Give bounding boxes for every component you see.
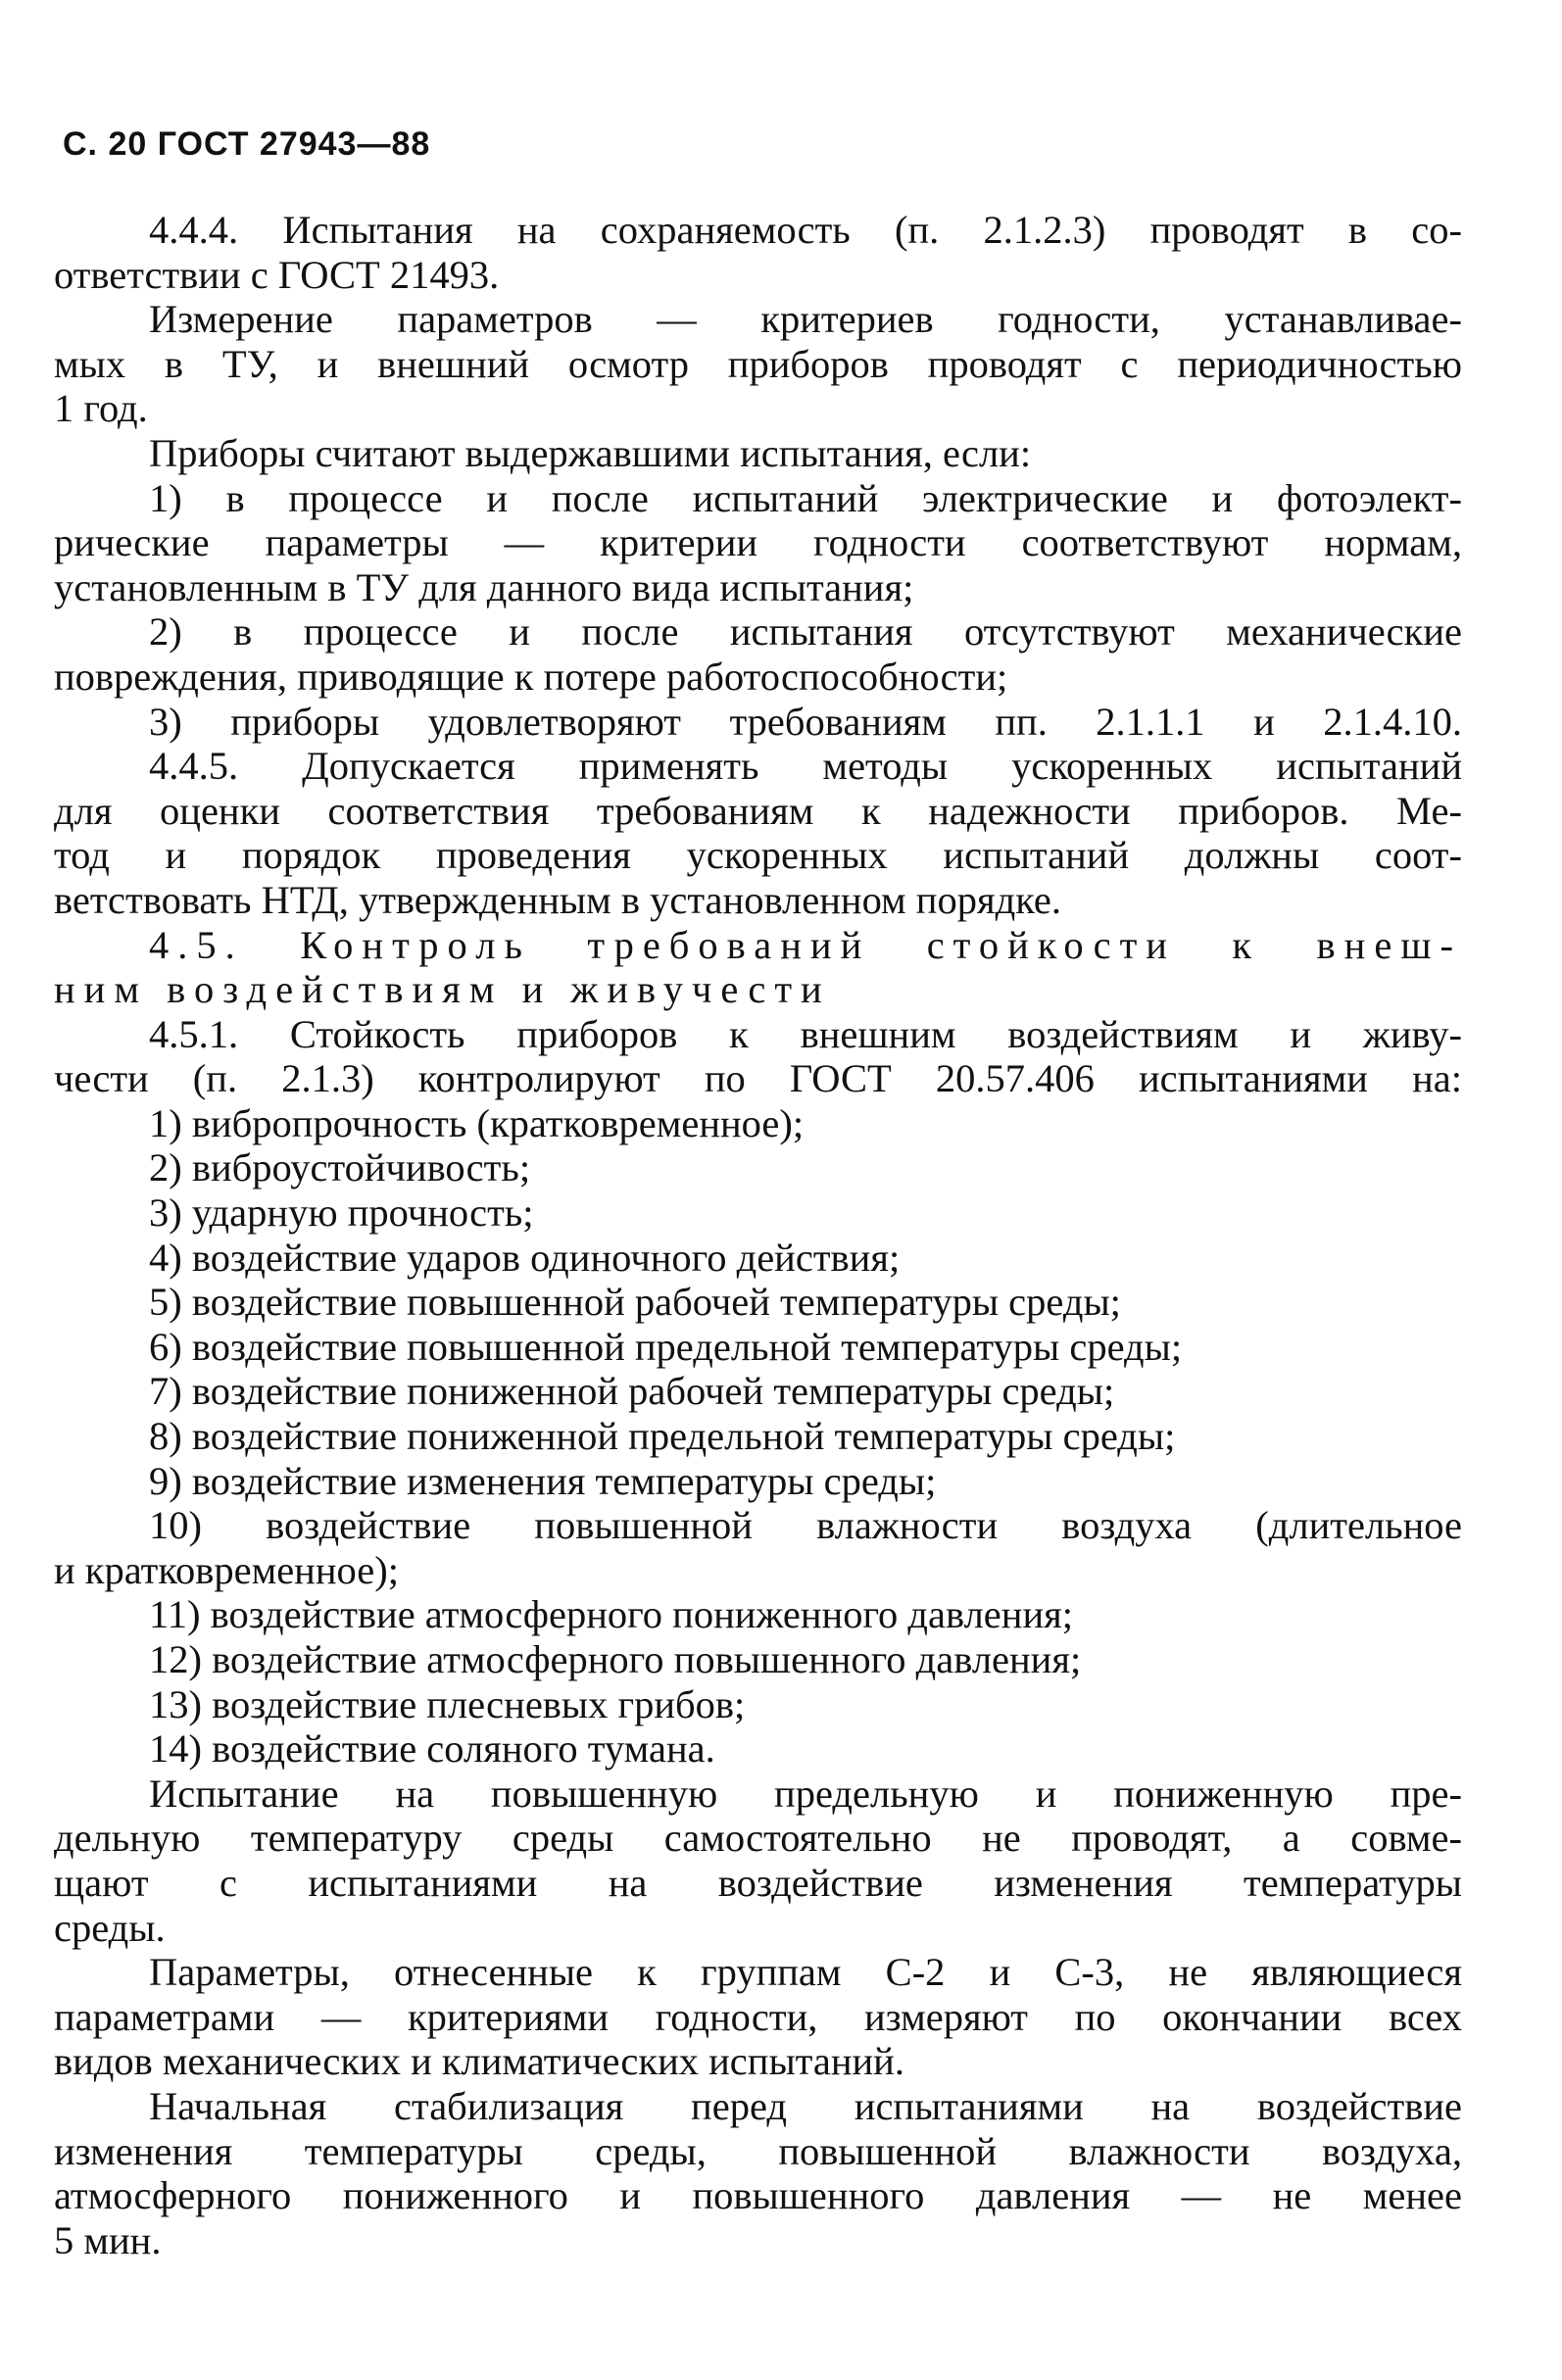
text-line: 4) воздействие ударов одиночного действия; — [149, 1235, 901, 1280]
text-line: 14) воздействие соляного тумана. — [149, 1726, 715, 1772]
text-line: 6) воздействие повышенной предельной температуры среды; — [149, 1324, 1183, 1369]
text-line: ним воздействиям и живучести — [54, 967, 831, 1012]
text-line: рические параметры — критерии годности соответствуют нормам, — [54, 520, 1462, 565]
text-line: параметрами — критериями годности, измеряют по окончании всех — [54, 1994, 1462, 2039]
text-line: среды. — [54, 1905, 166, 1950]
text-line: щают с испытаниями на воздействие изменения температуры — [54, 1860, 1462, 1905]
text-line: 9) воздействие изменения температуры среды; — [149, 1458, 937, 1503]
text-line: 2) виброустойчивость; — [149, 1145, 531, 1190]
text-line: чести (п. 2.1.3) контролируют по ГОСТ 20.57.406 испытаниями на: — [54, 1056, 1462, 1101]
text-line: 11) воздействие атмосферного пониженного давления; — [149, 1592, 1074, 1637]
text-line: изменения температуры среды, повышенной влажности воздуха, — [54, 2128, 1462, 2173]
text-line: Начальная стабилизация перед испытаниями на воздействие — [149, 2083, 1462, 2128]
text-line: ответствии с ГОСТ 21493. — [54, 252, 500, 297]
text-line: 3) приборы удовлетворяют требованиям пп. 2.1.1.1 и 2.1.4.10. — [149, 699, 1462, 744]
text-line: 3) ударную прочность; — [149, 1190, 534, 1236]
text-line: Приборы считают выдержавшими испытания, если: — [149, 430, 1032, 475]
text-line: ветствовать НТД, утвержденным в установленном порядке. — [54, 877, 1061, 922]
text-line: 5 мин. — [54, 2217, 162, 2262]
text-line: Параметры, отнесенные к группам С-2 и С-3, не являющиеся — [149, 1950, 1462, 1995]
text-line: 1 год. — [54, 386, 148, 431]
text-line: 2) в процессе и после испытания отсутствуют механические — [149, 609, 1462, 655]
text-line: и кратковременное); — [54, 1547, 399, 1592]
text-line: 4.5. Контроль требований стойкости к внеш- — [149, 922, 1462, 967]
text-line: 7) воздействие пониженной рабочей температуры среды; — [149, 1369, 1115, 1414]
running-header: С. 20 ГОСТ 27943—88 — [63, 125, 431, 163]
text-line: 13) воздействие плесневых грибов; — [149, 1681, 746, 1726]
text-line: Измерение параметров — критериев годности, устанавливае- — [149, 297, 1462, 342]
text-line: для оценки соответствия требованиям к надежности приборов. Ме- — [54, 788, 1462, 833]
text-line: 8) воздействие пониженной предельной температуры среды; — [149, 1414, 1176, 1459]
text-line: 5) воздействие повышенной рабочей температуры среды; — [149, 1280, 1121, 1325]
text-line: 12) воздействие атмосферного повышенного давления; — [149, 1637, 1082, 1681]
text-line: видов механических и климатических испытаний. — [54, 2039, 904, 2084]
text-line: атмосферного пониженного и повышенного давления — не менее — [54, 2173, 1462, 2218]
text-line: тод и порядок проведения ускоренных испытаний должны соот- — [54, 833, 1462, 878]
text-line: повреждения, приводящие к потере работоспособности; — [54, 654, 1008, 699]
text-line: 4.5.1. Стойкость приборов к внешним воздействиям и живу- — [149, 1011, 1462, 1056]
text-line: 4.4.4. Испытания на сохраняемость (п. 2.1.2.3) проводят в со- — [149, 208, 1462, 252]
document-body — [54, 208, 1462, 2262]
text-line: установленным в ТУ для данного вида испытания; — [54, 564, 914, 609]
text-line: Испытание на повышенную предельную и пониженную пре- — [149, 1771, 1462, 1816]
text-line: 1) в процессе и после испытаний электрические и фотоэлект- — [149, 475, 1462, 520]
text-line: мых в ТУ, и внешний осмотр приборов проводят с периодичностью — [54, 341, 1462, 386]
text-line: дельную температуру среды самостоятельно не проводят, а совме- — [54, 1816, 1462, 1861]
text-line: 1) вибропрочность (кратковременное); — [149, 1100, 805, 1145]
text-line: 4.4.5. Допускается применять методы ускоренных испытаний — [149, 744, 1462, 789]
text-line: 10) воздействие повышенной влажности воздуха (длительное — [149, 1503, 1462, 1548]
